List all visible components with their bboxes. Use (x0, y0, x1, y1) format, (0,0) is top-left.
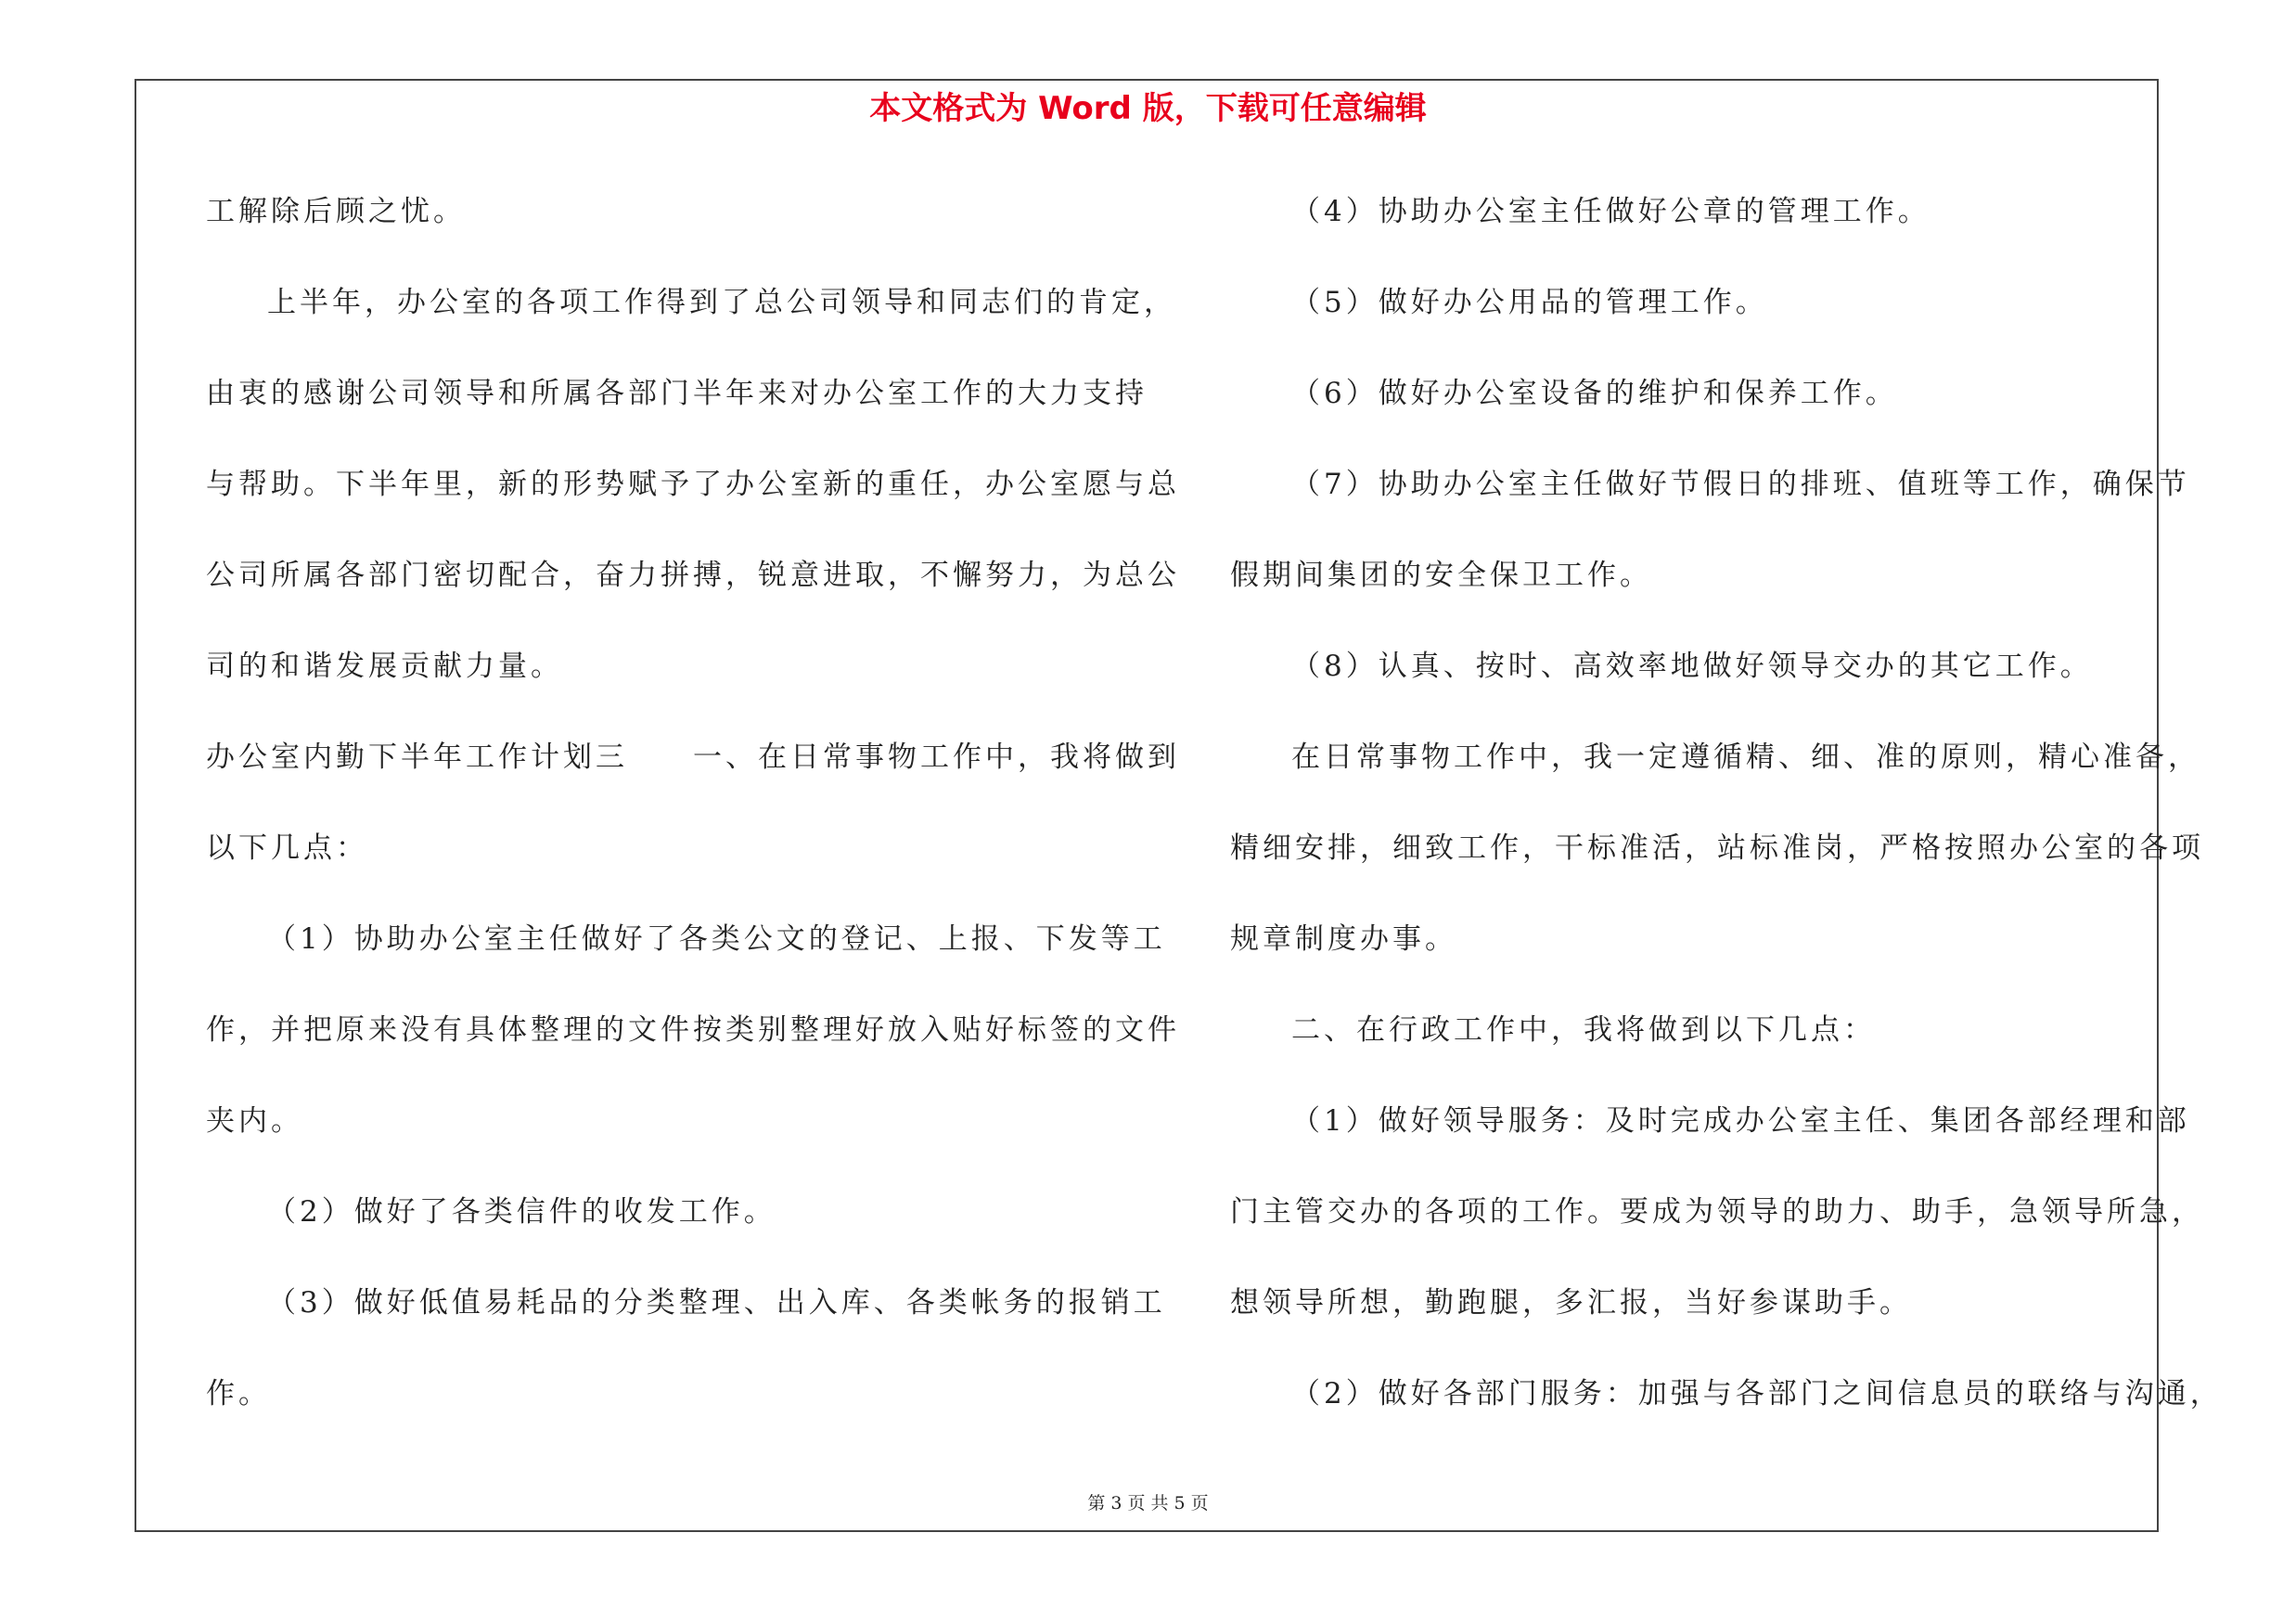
list-item-line: （1）做好领导服务：及时完成办公室主任、集团各部经理和部 (1291, 1104, 2190, 1138)
list-item-line: （6）做好办公室设备的维护和保养工作。 (1291, 377, 1898, 410)
list-item-line: （2）做好各部门服务：加强与各部门之间信息员的联络与沟通， (1291, 1377, 2223, 1410)
section-heading-line: 办公室内勤下半年工作计划三 一、在日常事物工作中，我将做到 (206, 741, 1180, 774)
list-item-line: （4）协助办公室主任做好公章的管理工作。 (1291, 195, 1930, 228)
list-item-line: 夹内。 (206, 1104, 303, 1138)
list-item-line: 假期间集团的安全保卫工作。 (1230, 559, 1652, 592)
paragraph-line: 以下几点： (206, 831, 368, 865)
list-item-line: （5）做好办公用品的管理工作。 (1291, 286, 1768, 319)
paragraph-line: 公司所属各部门密切配合，奋力拼搏，锐意进取，不懈努力，为总公 (206, 559, 1180, 592)
paragraph-line: 司的和谐发展贡献力量。 (206, 650, 563, 683)
paragraph-line: 精细安排，细致工作，干标准活，站标准岗，严格按照办公室的各项 (1230, 831, 2204, 865)
section-heading-line: 二、在行政工作中，我将做到以下几点： (1291, 1013, 1876, 1047)
paragraph-line: 上半年，办公室的各项工作得到了总公司领导和同志们的肯定， (267, 286, 1176, 319)
list-item-line: 想领导所想，勤跑腿，多汇报，当好参谋助手。 (1230, 1286, 1912, 1320)
paragraph-line: 与帮助。下半年里，新的形势赋予了办公室新的重任，办公室愿与总 (206, 468, 1180, 501)
paragraph-line: 在日常事物工作中，我一定遵循精、细、准的原则，精心准备， (1291, 741, 2200, 774)
list-item-line: （1）协助办公室主任做好了各类公文的登记、上报、下发等工 (267, 922, 1166, 956)
page-number: 第 3 页 共 5 页 (1087, 1493, 1209, 1514)
list-item-line: 作，并把原来没有具体整理的文件按类别整理好放入贴好标签的文件 (206, 1013, 1180, 1047)
list-item-line: （3）做好低值易耗品的分类整理、出入库、各类帐务的报销工 (267, 1286, 1166, 1320)
format-banner: 本文格式为 Word 版，下载可任意编辑 (869, 90, 1427, 127)
paragraph-line: 规章制度办事。 (1230, 922, 1457, 956)
paragraph-line: 由衷的感谢公司领导和所属各部门半年来对办公室工作的大力支持 (206, 377, 1148, 410)
paragraph-line: 工解除后顾之忧。 (206, 195, 466, 228)
list-item-line: （7）协助办公室主任做好节假日的排班、值班等工作，确保节 (1291, 468, 2190, 501)
list-item-line: （8）认真、按时、高效率地做好领导交办的其它工作。 (1291, 650, 2093, 683)
list-item-line: 门主管交办的各项的工作。要成为领导的助力、助手，急领导所急， (1230, 1195, 2204, 1229)
list-item-line: （2）做好了各类信件的收发工作。 (267, 1195, 776, 1229)
list-item-line: 作。 (206, 1377, 271, 1410)
